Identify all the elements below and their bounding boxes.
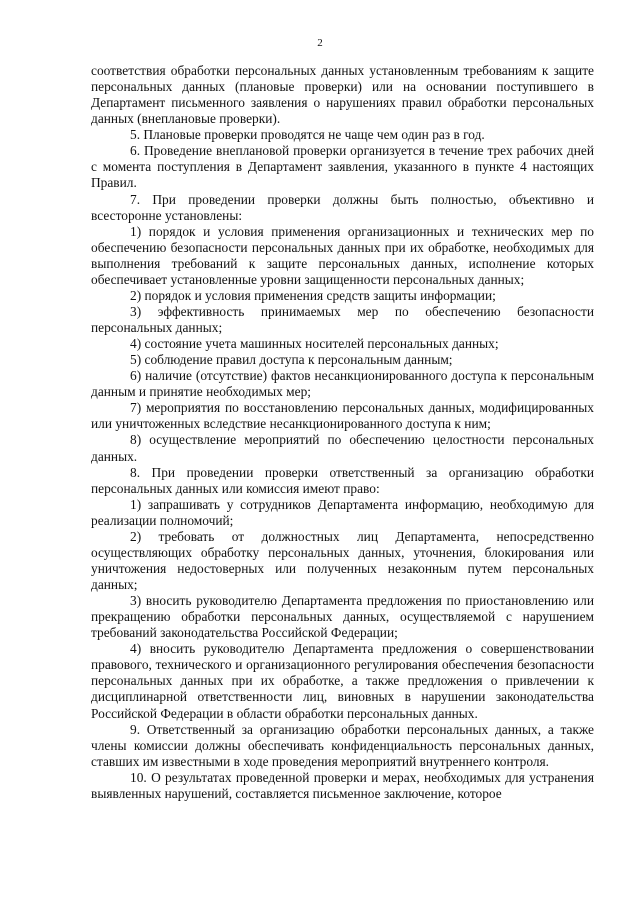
paragraph-8-sub-2: 2) требовать от должностных лиц Департамента, непосредственно осуществляющих обработку персональных данных, уточнения, блокирования или уничтожения недостоверных или полученных незаконным путем персональных данных; [91, 528, 594, 592]
paragraph-7-sub-4: 4) состояние учета машинных носителей персональных данных; [130, 336, 499, 352]
paragraph-7-sub-2: 2) порядок и условия применения средств защиты информации; [130, 287, 496, 303]
paragraph-8-sub-3: 3) вносить руководителю Департамента предложения по приостановлению или прекращению обработки персональных данных, осуществляемой с нарушением требований законодательства Российской Федерации; [91, 593, 594, 641]
page-number: 2 [317, 37, 323, 49]
paragraph-item-7: 7. При проведении проверки должны быть полностью, объективно и всесторонне установлены: [91, 191, 594, 223]
paragraph-7-sub-8: 8) осуществление мероприятий по обеспечению целостности персональных данных. [91, 432, 594, 464]
paragraph-7-sub-5: 5) соблюдение правил доступа к персональным данным; [130, 352, 453, 368]
paragraph-item-6: 6. Проведение внеплановой проверки организуется в течение трех рабочих дней с момента поступления в Департамент заявления, указанного в пункте 4 настоящих Правил. [91, 143, 594, 191]
paragraph-7-sub-6: 6) наличие (отсутствие) фактов несанкционированного доступа к персональным данным и принятие необходимых мер; [91, 368, 594, 400]
paragraph-item-10: 10. О результатах проведенной проверки и мерах, необходимых для устранения выявленных нарушений, составляется письменное заключение, которое [91, 769, 594, 801]
paragraph-continuation: соответствия обработки персональных данных установленным требованиям к защите персональных данных (плановые проверки) или на основании поступившего в Департамент письменного заявления о нарушениях правил обработки персональных данных (внеплановые проверки). [91, 63, 594, 127]
paragraph-item-9: 9. Ответственный за организацию обработки персональных данных, а также члены комиссии должны обеспечивать конфиденциальность персональных данных, ставших им известными в ходе проведения мероприятий внутреннего контроля. [91, 721, 594, 769]
paragraph-7-sub-7: 7) мероприятия по восстановлению персональных данных, модифицированных или уничтоженных вследствие несанкционированного доступа к ним; [91, 400, 594, 432]
paragraph-item-8: 8. При проведении проверки ответственный за организацию обработки персональных данных или комиссия имеют право: [91, 464, 594, 496]
paragraph-7-sub-3: 3) эффективность принимаемых мер по обеспечению безопасности персональных данных; [91, 303, 594, 335]
paragraph-7-sub-1: 1) порядок и условия применения организационных и технических мер по обеспечению безопасности персональных данных при их обработке, необходимых для выполнения требований к защите персональных данных, исполнение которых обеспечивает установленные уровни защищенности персональных данных; [91, 223, 594, 287]
paragraph-8-sub-4: 4) вносить руководителю Департамента предложения о совершенствовании правового, технического и организационного регулирования обеспечения безопасности персональных данных при их обработке, а также предложения о привлечении к дисциплинарной ответственности лиц, виновных в нарушении законодательства Российской Федерации в области обработки персональных данных. [91, 641, 594, 721]
paragraph-item-5: 5. Плановые проверки проводятся не чаще чем один раз в год. [130, 127, 485, 143]
paragraph-8-sub-1: 1) запрашивать у сотрудников Департамента информацию, необходимую для реализации полномочий; [91, 496, 594, 528]
document-body [91, 63, 594, 802]
